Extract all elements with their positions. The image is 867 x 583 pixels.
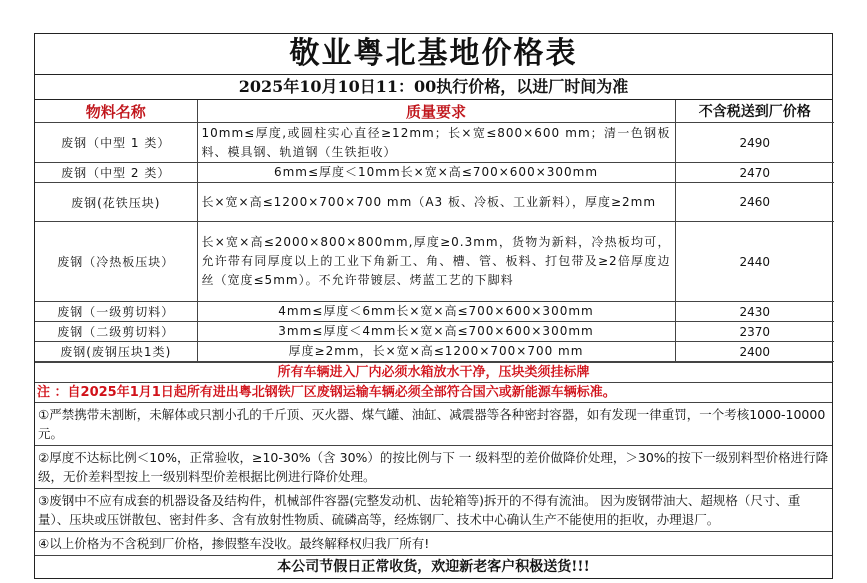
material-name: 废钢（二级剪切料） (35, 322, 197, 342)
emission-notice: 注 ：自2025年1月1日起所有进出粤北钢铁厂区废钢运输车辆必须全部符合国六或新能源车辆标准。 (35, 382, 832, 402)
price-value: 2370 (675, 322, 834, 342)
material-name: 废钢（中型 2 类） (35, 163, 197, 183)
rule-thickness-ratio: ②厚度不达标比例＜10%，正常验收，≥10-30%（含 30%）的按比例与下 一 级料型的差价做降价处理，＞30%的按下一级别料型价格进行降级，无价差料型按上一级别料型价差根据比例进行降价处理。 (35, 445, 832, 488)
price-value: 2460 (675, 183, 834, 222)
table-row (35, 322, 834, 342)
price-value: 2430 (675, 302, 834, 322)
price-value: 2400 (675, 342, 834, 362)
price-sheet (34, 33, 833, 579)
holiday-notice: 本公司节假日正常收货，欢迎新老客户积极送货!!! (35, 555, 832, 578)
table-row (35, 183, 834, 222)
quality-requirement: 长×宽×高≤2000×800×800mm,厚度≥0.3mm，货物为新料，冷热板均可，允许带有同厚度以上的工业下角新工、角、槽、管、板料、打包带及≥2倍厚度边丝（宽度≤5mm）。不允许带镀层、烤蓝工艺的下脚料 (197, 222, 675, 302)
price-table (35, 100, 834, 362)
material-name: 废钢（中型 1 类） (35, 123, 197, 163)
quality-requirement: 10mm≤厚度,或圆柱实心直径≥12mm；长×宽≤800×600 mm；清一色钢板料、模具钢、轨道钢（生铁拒收） (197, 123, 675, 163)
price-value: 2440 (675, 222, 834, 302)
table-row (35, 123, 834, 163)
effective-date: 2025年10月10日11：00执行价格，以进厂时间为准 (35, 75, 832, 100)
quality-requirement: 厚度≥2mm，长×宽×高≤1200×700×700 mm (197, 342, 675, 362)
column-header-requirement: 质量要求 (197, 100, 675, 123)
table-header-row (35, 100, 834, 123)
quality-requirement: 4mm≤厚度＜6mm长×宽×高≤700×600×300mm (197, 302, 675, 322)
column-header-price: 不含税送到厂价格 (675, 100, 834, 123)
material-name: 废钢（冷热板压块） (35, 222, 197, 302)
rule-sealed-containers: ①严禁携带未割断，未解体或只割小孔的千斤顶、灭火器、煤气罐、油缸、减震器等各种密封容器，如有发现一律重罚，一个考核1000-10000元。 (35, 402, 832, 445)
material-name: 废钢(花铁压块) (35, 183, 197, 222)
quality-requirement: 3mm≤厚度＜4mm长×宽×高≤700×600×300mm (197, 322, 675, 342)
table-row (35, 163, 834, 183)
table-row (35, 342, 834, 362)
rule-price-basis: ④以上价格为不含税到厂价格，掺假整车没收。最终解释权归我厂所有! (35, 531, 832, 555)
vehicle-notice: 所有车辆进入厂内必须水箱放水干净，压块类须挂标牌 (35, 362, 832, 382)
material-name: 废钢(废钢压块1类) (35, 342, 197, 362)
price-value: 2490 (675, 123, 834, 163)
material-name: 废钢（一级剪切料） (35, 302, 197, 322)
table-row (35, 222, 834, 302)
column-header-name: 物料名称 (35, 100, 197, 123)
quality-requirement: 长×宽×高≤1200×700×700 mm（A3 板、冷板、工业新料），厚度≥2mm (197, 183, 675, 222)
page-title: 敬业粤北基地价格表 (35, 34, 832, 75)
rule-rejection: ③废钢中不应有成套的机器设备及结构件，机械部件容器(完整发动机、齿轮箱等)拆开的不得有流油。 因为废钢带油大、超规格（尺寸、重量）、压块或压饼散包、密封件多、含有放射性物质、硫磷高等，经炼钢厂、技术中心确认生产不能使用的拒收，办理退厂。 (35, 488, 832, 531)
table-row (35, 302, 834, 322)
quality-requirement: 6mm≤厚度＜10mm长×宽×高≤700×600×300mm (197, 163, 675, 183)
price-value: 2470 (675, 163, 834, 183)
